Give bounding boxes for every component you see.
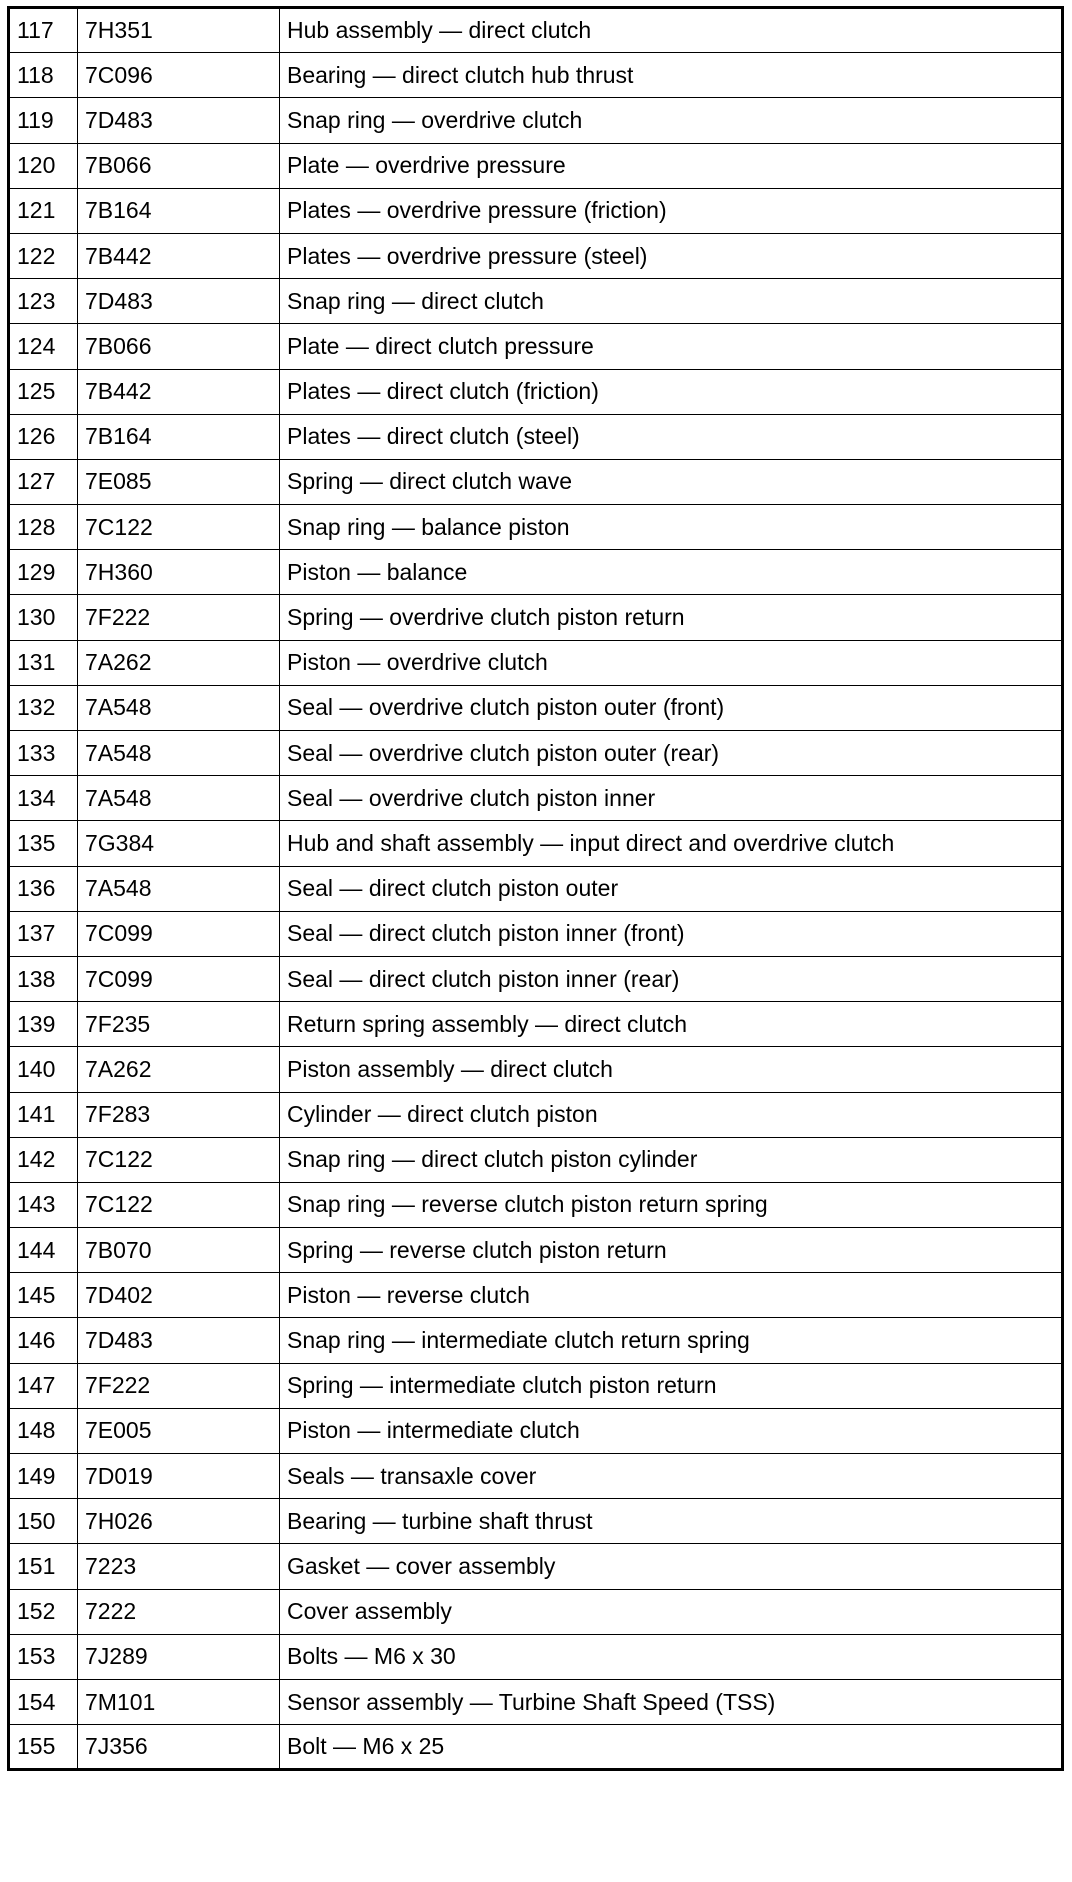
description-cell: Piston — balance [280,550,1063,595]
description-cell: Piston — intermediate clutch [280,1408,1063,1453]
table-row [9,956,1063,1001]
part-number-cell: 7G384 [78,821,280,866]
part-number-cell: 7C099 [78,956,280,1001]
part-number-cell: 7J289 [78,1634,280,1679]
part-number-cell: 7F222 [78,1363,280,1408]
item-number-cell: 143 [9,1182,78,1227]
item-number-cell: 122 [9,233,78,278]
description-cell: Spring — intermediate clutch piston return [280,1363,1063,1408]
item-number-cell: 125 [9,369,78,414]
item-number-cell: 147 [9,1363,78,1408]
description-cell: Plates — overdrive pressure (steel) [280,233,1063,278]
part-number-cell: 7C122 [78,505,280,550]
part-number-cell: 7A262 [78,1047,280,1092]
table-row [9,1679,1063,1724]
item-number-cell: 149 [9,1454,78,1499]
part-number-cell: 7A548 [78,866,280,911]
description-cell: Gasket — cover assembly [280,1544,1063,1589]
description-cell: Piston — reverse clutch [280,1273,1063,1318]
part-number-cell: 7J356 [78,1725,280,1770]
description-cell: Spring — reverse clutch piston return [280,1228,1063,1273]
part-number-cell: 7D402 [78,1273,280,1318]
table-row [9,8,1063,53]
part-number-cell: 7222 [78,1589,280,1634]
description-cell: Bolts — M6 x 30 [280,1634,1063,1679]
item-number-cell: 150 [9,1499,78,1544]
table-row [9,1002,1063,1047]
table-row [9,1228,1063,1273]
table-row [9,459,1063,504]
description-cell: Plates — direct clutch (friction) [280,369,1063,414]
item-number-cell: 138 [9,956,78,1001]
part-number-cell: 7D483 [78,279,280,324]
table-row [9,911,1063,956]
description-cell: Cover assembly [280,1589,1063,1634]
description-cell: Sensor assembly — Turbine Shaft Speed (TSS) [280,1679,1063,1724]
item-number-cell: 129 [9,550,78,595]
description-cell: Seal — overdrive clutch piston inner [280,776,1063,821]
part-number-cell: 7D019 [78,1454,280,1499]
table-row [9,1137,1063,1182]
description-cell: Hub assembly — direct clutch [280,8,1063,53]
item-number-cell: 123 [9,279,78,324]
item-number-cell: 119 [9,98,78,143]
item-number-cell: 126 [9,414,78,459]
part-number-cell: 7C122 [78,1182,280,1227]
description-cell: Seal — overdrive clutch piston outer (rear) [280,731,1063,776]
table-row [9,1544,1063,1589]
item-number-cell: 145 [9,1273,78,1318]
description-cell: Hub and shaft assembly — input direct and overdrive clutch [280,821,1063,866]
part-number-cell: 7F235 [78,1002,280,1047]
table-row [9,1408,1063,1453]
description-cell: Plates — direct clutch (steel) [280,414,1063,459]
table-row [9,550,1063,595]
table-row [9,279,1063,324]
table-row [9,53,1063,98]
description-cell: Plate — overdrive pressure [280,143,1063,188]
table-row [9,143,1063,188]
description-cell: Snap ring — direct clutch [280,279,1063,324]
description-cell: Spring — overdrive clutch piston return [280,595,1063,640]
table-row [9,188,1063,233]
item-number-cell: 136 [9,866,78,911]
description-cell: Piston — overdrive clutch [280,640,1063,685]
description-cell: Seal — direct clutch piston inner (rear) [280,956,1063,1001]
table-row [9,1499,1063,1544]
description-cell: Piston assembly — direct clutch [280,1047,1063,1092]
description-cell: Snap ring — balance piston [280,505,1063,550]
table-row [9,685,1063,730]
part-number-cell: 7B442 [78,369,280,414]
table-row [9,98,1063,143]
table-row [9,731,1063,776]
part-number-cell: 7A548 [78,731,280,776]
part-number-cell: 7D483 [78,98,280,143]
table-row [9,1454,1063,1499]
item-number-cell: 124 [9,324,78,369]
description-cell: Snap ring — intermediate clutch return spring [280,1318,1063,1363]
item-number-cell: 134 [9,776,78,821]
description-cell: Snap ring — reverse clutch piston return spring [280,1182,1063,1227]
parts-table [7,6,1064,1771]
part-number-cell: 7B070 [78,1228,280,1273]
table-row [9,324,1063,369]
item-number-cell: 121 [9,188,78,233]
part-number-cell: 7B164 [78,188,280,233]
part-number-cell: 7H351 [78,8,280,53]
item-number-cell: 142 [9,1137,78,1182]
item-number-cell: 128 [9,505,78,550]
item-number-cell: 117 [9,8,78,53]
description-cell: Spring — direct clutch wave [280,459,1063,504]
item-number-cell: 137 [9,911,78,956]
table-row [9,1182,1063,1227]
part-number-cell: 7M101 [78,1679,280,1724]
table-row [9,369,1063,414]
description-cell: Bolt — M6 x 25 [280,1725,1063,1770]
item-number-cell: 132 [9,685,78,730]
part-number-cell: 7C099 [78,911,280,956]
item-number-cell: 144 [9,1228,78,1273]
part-number-cell: 7H360 [78,550,280,595]
table-row [9,1363,1063,1408]
part-number-cell: 7C096 [78,53,280,98]
parts-table-body [9,8,1063,1770]
item-number-cell: 155 [9,1725,78,1770]
item-number-cell: 141 [9,1092,78,1137]
description-cell: Cylinder — direct clutch piston [280,1092,1063,1137]
part-number-cell: 7B066 [78,324,280,369]
part-number-cell: 7C122 [78,1137,280,1182]
description-cell: Seal — overdrive clutch piston outer (front) [280,685,1063,730]
description-cell: Plate — direct clutch pressure [280,324,1063,369]
description-cell: Snap ring — overdrive clutch [280,98,1063,143]
item-number-cell: 139 [9,1002,78,1047]
table-row [9,640,1063,685]
table-row [9,1092,1063,1137]
description-cell: Seal — direct clutch piston inner (front) [280,911,1063,956]
part-number-cell: 7223 [78,1544,280,1589]
item-number-cell: 146 [9,1318,78,1363]
description-cell: Bearing — turbine shaft thrust [280,1499,1063,1544]
table-row [9,233,1063,278]
description-cell: Return spring assembly — direct clutch [280,1002,1063,1047]
item-number-cell: 135 [9,821,78,866]
item-number-cell: 153 [9,1634,78,1679]
item-number-cell: 127 [9,459,78,504]
part-number-cell: 7F222 [78,595,280,640]
description-cell: Seal — direct clutch piston outer [280,866,1063,911]
item-number-cell: 151 [9,1544,78,1589]
part-number-cell: 7B066 [78,143,280,188]
item-number-cell: 118 [9,53,78,98]
description-cell: Seals — transaxle cover [280,1454,1063,1499]
table-row [9,1589,1063,1634]
table-row [9,1047,1063,1092]
part-number-cell: 7E085 [78,459,280,504]
item-number-cell: 130 [9,595,78,640]
description-cell: Bearing — direct clutch hub thrust [280,53,1063,98]
table-row [9,595,1063,640]
table-row [9,866,1063,911]
part-number-cell: 7B442 [78,233,280,278]
table-row [9,1725,1063,1770]
item-number-cell: 152 [9,1589,78,1634]
item-number-cell: 140 [9,1047,78,1092]
item-number-cell: 154 [9,1679,78,1724]
part-number-cell: 7H026 [78,1499,280,1544]
item-number-cell: 120 [9,143,78,188]
table-row [9,505,1063,550]
description-cell: Snap ring — direct clutch piston cylinder [280,1137,1063,1182]
item-number-cell: 148 [9,1408,78,1453]
table-row [9,414,1063,459]
part-number-cell: 7A548 [78,776,280,821]
item-number-cell: 131 [9,640,78,685]
table-row [9,1273,1063,1318]
description-cell: Plates — overdrive pressure (friction) [280,188,1063,233]
table-row [9,776,1063,821]
part-number-cell: 7E005 [78,1408,280,1453]
part-number-cell: 7A548 [78,685,280,730]
part-number-cell: 7A262 [78,640,280,685]
table-row [9,821,1063,866]
item-number-cell: 133 [9,731,78,776]
part-number-cell: 7B164 [78,414,280,459]
part-number-cell: 7F283 [78,1092,280,1137]
part-number-cell: 7D483 [78,1318,280,1363]
table-row [9,1634,1063,1679]
table-row [9,1318,1063,1363]
